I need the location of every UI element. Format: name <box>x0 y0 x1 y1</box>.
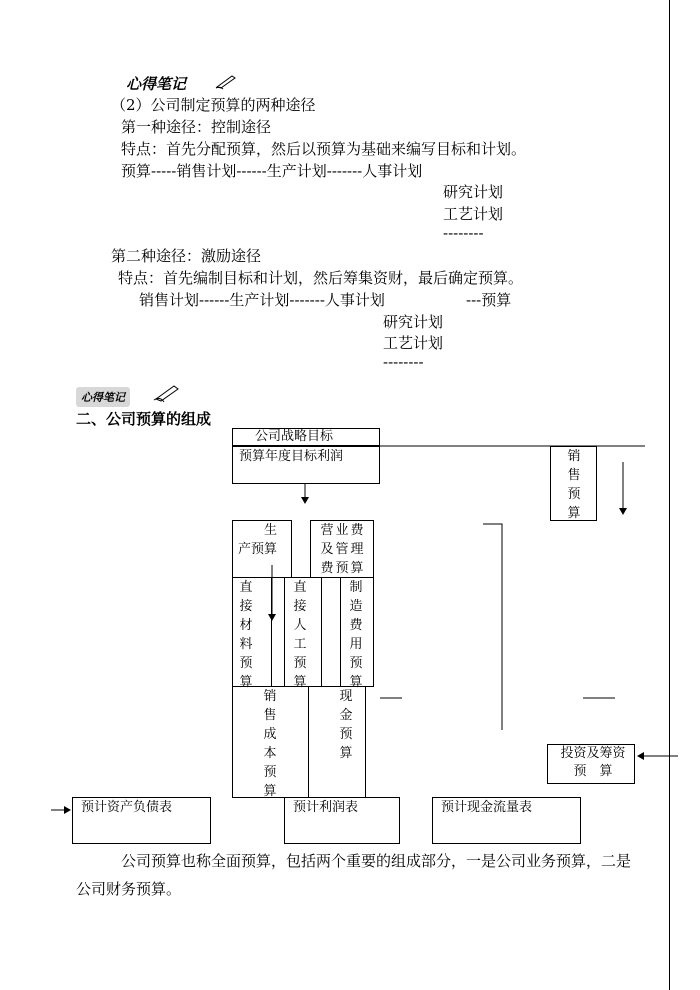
way1-feature: 特点：首先分配预算，然后以预算为基础来编写目标和计划。 <box>121 140 527 158</box>
overhead-label: 制造费用预算 <box>349 580 363 690</box>
way2-dash: -------- <box>383 353 424 371</box>
way2-flow: 销售计划------生产计划-------人事计划 <box>139 291 385 309</box>
bracket-line <box>483 524 502 730</box>
opex-budget-label: 营业费及管理费预算 <box>320 523 366 576</box>
section1-heading: （2）公司制定预算的两种途径 <box>111 96 316 114</box>
production-budget-label-b: 产预算 <box>238 542 278 557</box>
direct-labor-label: 直接人工预算 <box>293 580 307 690</box>
way2-sub1: 研究计划 <box>383 313 444 331</box>
cash-flow-label: 预计现金流量表 <box>441 800 533 815</box>
income-statement-label: 预计利润表 <box>293 800 359 815</box>
way1-dash: -------- <box>443 224 484 242</box>
strategic-goal-label: 公司战略目标 <box>255 429 334 444</box>
way1-title: 第一种途径：控制途径 <box>121 118 272 136</box>
way2-sub2: 工艺计划 <box>383 334 444 352</box>
note-label: 心得笔记 <box>126 75 187 93</box>
way2-flow-end: ---预算 <box>466 291 512 309</box>
section2-heading: 二、公司预算的组成 <box>76 410 212 428</box>
balance-sheet-label: 预计资产负债表 <box>81 800 173 815</box>
way2-title: 第二种途径：激励途径 <box>111 247 262 265</box>
cost-of-sales-label: 销售成本预算 <box>263 689 277 799</box>
way1-sub2: 工艺计划 <box>443 205 504 223</box>
way1-flow: 预算-----销售计划------生产计划-------人事计划 <box>121 162 423 180</box>
annual-profit-label: 预算年度目标利润 <box>239 449 344 464</box>
cash-budget-label: 现金预算 <box>339 689 353 761</box>
direct-material-label: 直接材料预算 <box>239 580 253 690</box>
way1-sub1: 研究计划 <box>443 183 504 201</box>
way2-feature: 特点：首先编制目标和计划，然后筹集资财，最后确定预算。 <box>118 269 524 287</box>
sales-budget-label: 销售预算 <box>567 449 581 521</box>
closing-paragraph: 公司预算也称全面预算，包括两个重要的组成部分，一是公司业务预算，二是公司财务预算。 <box>76 852 632 898</box>
note-label-2: 心得笔记 <box>76 387 130 407</box>
production-budget-label-a: 生 <box>264 523 278 538</box>
investment-budget-label: 投资及筹资 预 算 <box>560 746 626 779</box>
